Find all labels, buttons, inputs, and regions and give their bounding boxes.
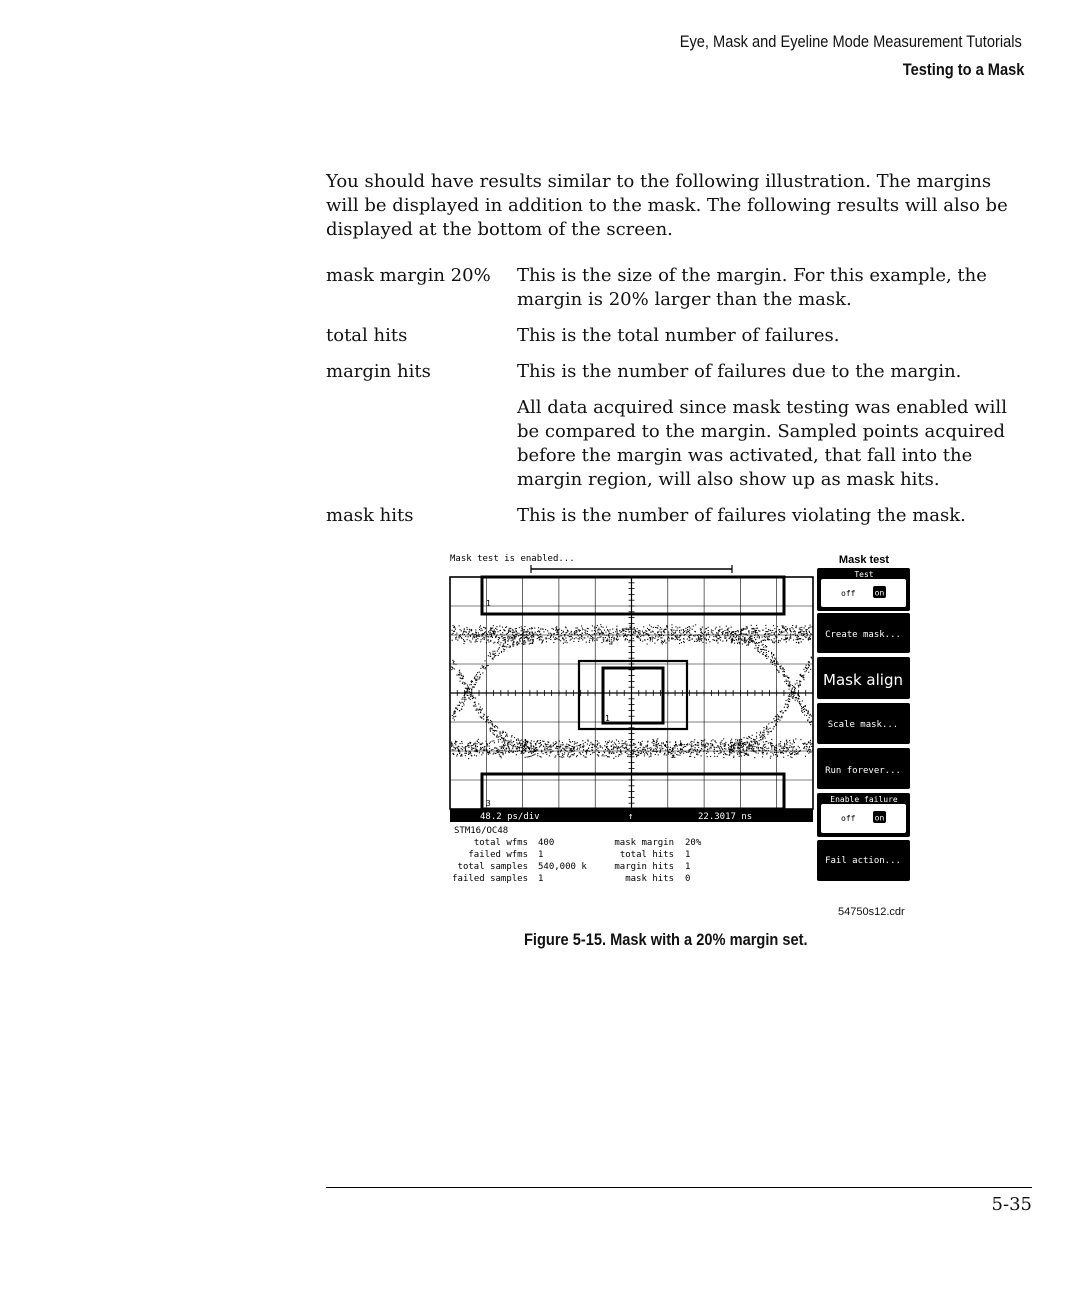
stat-label: margin hits [614,862,674,872]
enable-failure-label: Enable failure [830,795,898,804]
mask-label-bottom: 3 [486,799,491,808]
stat-label: mask margin [614,838,674,848]
oscilloscope-screenshot [448,550,912,886]
stat-value: 540,000 k [538,862,587,872]
stat-label: mask hits [625,874,674,884]
definition-term: margin hits [326,361,431,382]
mask-label-center: 1 [605,714,610,723]
trigger-marker: ↑ [628,812,634,822]
footer-rule [326,1187,1032,1188]
run-forever-label: Run forever... [825,766,901,776]
position-readout: 22.3017 ns [698,812,753,822]
test-softkey[interactable] [817,568,910,611]
fail-action-label: Fail action... [825,856,901,866]
file-reference: 54750s12.cdr [838,906,905,918]
stat-value: 1 [685,862,691,872]
scale-mask-label: Scale mask... [827,720,899,730]
definition-desc: This is the total number of failures. [517,325,840,346]
chapter-title: Eye, Mask and Eyeline Mode Measurement Tutorials [679,32,1022,51]
definition-row [326,264,1026,312]
stat-value: 400 [538,838,555,848]
section-title: Testing to a Mask [902,60,1024,79]
page-number: 5-35 [991,1194,1032,1215]
definition-term: total hits [326,325,408,346]
stat-label: failed samples [452,874,528,884]
definition-row [326,504,1026,528]
create-mask-softkey[interactable] [817,613,910,653]
stat-label: total hits [619,850,674,860]
definition-row [326,396,1026,492]
status-message: Mask test is enabled... [450,554,575,564]
definition-list [326,264,1026,540]
run-forever-softkey[interactable] [817,748,910,789]
definition-desc: This is the size of the margin. For this example, the margin is 20% larger than the mask. [517,265,987,310]
figure-caption: Figure 5-15. Mask with a 20% margin set. [524,930,808,949]
definition-term [326,396,517,492]
create-mask-label: Create mask... [825,630,901,640]
scale-mask-softkey[interactable] [817,703,910,744]
stat-label: failed wfms [468,850,528,860]
test-on-option[interactable]: on [874,588,885,598]
intro-paragraph: You should have results similar to the following illustration. The margins will be displayed in addition to the mask. The following results will also be displayed at the bottom of the screen. [326,171,1008,240]
mask-align-softkey[interactable] [817,657,910,699]
definition-desc: This is the number of failures due to the margin. [517,361,962,382]
definition-row [326,360,1026,384]
mask-align-label: Mask align [823,671,903,689]
definition-row [326,324,1026,348]
stat-value: 20% [685,838,702,848]
menu-title: Mask test [838,554,890,566]
definition-desc: This is the number of failures violating the mask. [517,505,966,526]
test-label: Test [854,570,874,579]
enable-failure-softkey[interactable] [817,793,910,837]
fail-action-softkey[interactable] [817,840,910,881]
stat-value: 1 [538,874,544,884]
signal-standard: STM16/OC48 [454,826,509,836]
stat-value: 0 [685,874,691,884]
definition-desc: All data acquired since mask testing was enabled will be compared to the margin. Sampled points acquired before the margin was activated, that fall into the margin region, will also show up as mask hits. [517,397,1007,490]
mask-center-region [603,668,663,723]
stat-label: total wfms [473,838,528,848]
stat-value: 1 [685,850,691,860]
mask-label-top: 1 [486,599,491,608]
stat-value: 1 [538,850,544,860]
test-off-option[interactable]: off [841,589,856,598]
failure-on-option[interactable]: on [874,813,885,823]
definition-term: mask hits [326,505,414,526]
failure-off-option[interactable]: off [841,814,856,823]
stat-label: total samples [457,862,528,872]
timebase-readout: 48.2 ps/div [480,812,540,822]
definition-term: mask margin 20% [326,265,491,286]
